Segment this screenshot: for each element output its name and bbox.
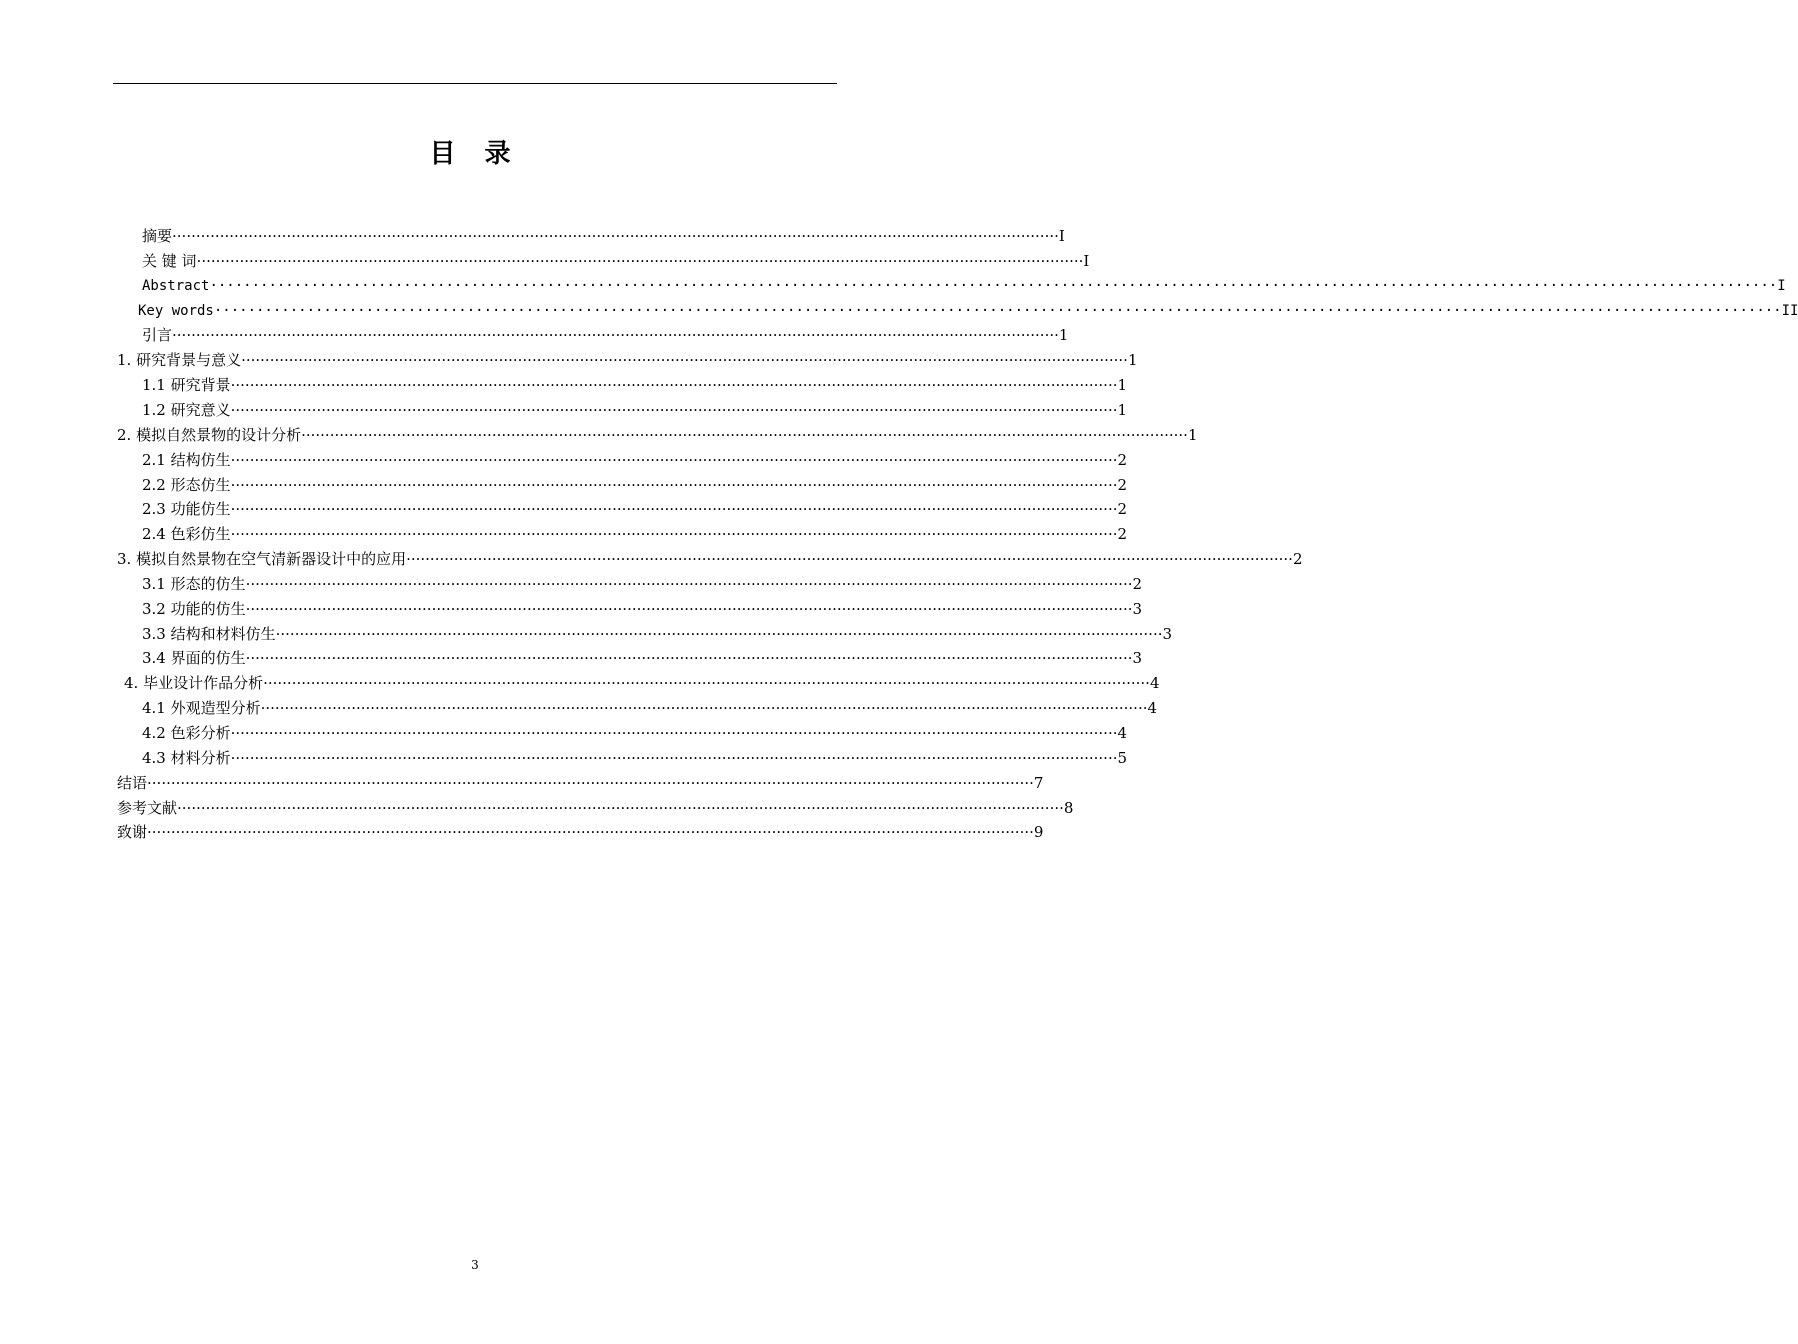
- toc-entry[interactable]: [142, 398, 1128, 422]
- toc-entry[interactable]: [142, 696, 1158, 720]
- toc-entry[interactable]: [142, 473, 1128, 497]
- toc-leader: ··························································································································································································: [245, 649, 1133, 668]
- toc-entry[interactable]: [142, 622, 1173, 646]
- toc-entry-page: 2: [1292, 550, 1303, 569]
- toc-entry-page: 9: [1033, 823, 1044, 842]
- toc-entry-label: 2.3 功能仿生: [142, 500, 231, 519]
- toc-leader: ··························································································································································································: [260, 699, 1148, 718]
- toc-leader: ··························································································································································································: [230, 400, 1118, 419]
- toc-title: 目 录: [429, 139, 521, 169]
- toc-entry[interactable]: [117, 423, 1198, 447]
- toc-leader: ··························································································································································································: [147, 823, 1034, 842]
- toc-leader: ··························································································································································································: [245, 599, 1133, 618]
- header-rule: [113, 83, 837, 84]
- toc-leader: ··························································································································································································: [209, 277, 1778, 294]
- toc-entry-page: 8: [1063, 798, 1074, 817]
- toc-entry[interactable]: [142, 448, 1128, 472]
- toc-entry-label: 2.1 结构仿生: [142, 450, 231, 469]
- toc-entry-page: 4: [1147, 699, 1158, 718]
- toc-entry[interactable]: [142, 572, 1143, 596]
- toc-entry-label: 3.2 功能的仿生: [142, 599, 246, 618]
- toc-leader: ··························································································································································································: [172, 227, 1059, 245]
- toc-leader: ··························································································································································································: [275, 624, 1163, 643]
- toc-entry-page: 2: [1132, 574, 1143, 593]
- toc-entry-label: 4.2 色彩分析: [142, 724, 231, 742]
- toc-entry-label: Key words: [138, 302, 214, 319]
- toc-leader: ··························································································································································································: [230, 475, 1118, 494]
- toc-entry-label: 1.1 研究背景: [142, 376, 231, 395]
- toc-entry-label: 3.4 界面的仿生: [142, 649, 246, 668]
- toc-leader: ··························································································································································································: [263, 674, 1150, 693]
- toc-entry[interactable]: [142, 274, 1786, 298]
- toc-entry-label: 结语: [117, 773, 148, 792]
- toc-entry-page: 4: [1117, 724, 1128, 742]
- toc-entry[interactable]: [142, 373, 1128, 397]
- toc-leader: ··························································································································································································: [172, 326, 1059, 345]
- toc-entry-page: I: [1058, 227, 1065, 245]
- toc-entry-label: 3.3 结构和材料仿生: [142, 624, 276, 643]
- toc-entry[interactable]: [117, 820, 1044, 844]
- toc-entry[interactable]: [142, 746, 1128, 770]
- toc-entry-label: 关 键 词: [142, 251, 197, 270]
- toc-leader: ··························································································································································································: [147, 773, 1034, 792]
- toc-leader: ··························································································································································································: [230, 748, 1118, 767]
- toc-entry[interactable]: [138, 299, 1798, 323]
- toc-entry[interactable]: [117, 796, 1074, 820]
- toc-leader: ··························································································································································································: [301, 425, 1188, 444]
- toc-leader: ··························································································································································································: [230, 724, 1118, 742]
- toc-entry[interactable]: [142, 249, 1090, 273]
- toc-entry[interactable]: [117, 547, 1303, 571]
- toc-entry[interactable]: [142, 522, 1128, 546]
- toc-leader: ··························································································································································································: [241, 351, 1128, 370]
- toc-entry[interactable]: [142, 646, 1143, 670]
- toc-entry-label: 致谢: [117, 823, 148, 842]
- toc-leader: ··························································································································································································: [230, 450, 1118, 469]
- toc-entry-label: 4. 毕业设计作品分析: [124, 674, 264, 693]
- toc-entry-page: 2: [1117, 450, 1128, 469]
- toc-entry-page: 3: [1162, 624, 1173, 643]
- toc-entry-label: 3. 模拟自然景物在空气清新器设计中的应用: [117, 550, 407, 569]
- toc-entry-page: 1: [1187, 425, 1198, 444]
- toc-entry[interactable]: [142, 224, 1065, 248]
- toc-entry-page: 2: [1117, 525, 1128, 544]
- toc-entry-label: 3.1 形态的仿生: [142, 574, 246, 593]
- toc-entry-label: Abstract: [142, 277, 210, 294]
- toc-entry-label: 4.1 外观造型分析: [142, 699, 261, 718]
- toc-leader: ··························································································································································································: [213, 302, 1782, 319]
- toc-entry[interactable]: [142, 323, 1069, 347]
- toc-entry[interactable]: [124, 671, 1160, 695]
- toc-entry-page: 3: [1132, 599, 1143, 618]
- toc-entry-page: II: [1781, 302, 1798, 319]
- toc-leader: ··························································································································································································: [406, 550, 1293, 569]
- toc-leader: ··························································································································································································: [230, 376, 1118, 395]
- toc-entry-label: 2. 模拟自然景物的设计分析: [117, 425, 302, 444]
- toc-entry-page: 1: [1058, 326, 1069, 345]
- toc-entry-page: I: [1083, 251, 1090, 270]
- toc-entry-page: 3: [1132, 649, 1143, 668]
- toc-entry-label: 摘要: [142, 227, 173, 245]
- toc-entry-label: 参考文献: [117, 798, 178, 817]
- toc-entry[interactable]: [142, 721, 1128, 745]
- toc-entry-page: 2: [1117, 500, 1128, 519]
- toc-entry-page: 2: [1117, 475, 1128, 494]
- toc-leader: ··························································································································································································: [230, 525, 1118, 544]
- toc-entry-label: 2.2 形态仿生: [142, 475, 231, 494]
- toc-leader: ··························································································································································································: [245, 574, 1133, 593]
- toc-leader: ··························································································································································································: [177, 798, 1064, 817]
- toc-entry-page: 1: [1117, 376, 1128, 395]
- toc-entry[interactable]: [142, 597, 1143, 621]
- page-number: 3: [471, 1258, 479, 1272]
- toc-leader: ··························································································································································································: [230, 500, 1118, 519]
- toc-entry-page: 5: [1117, 748, 1128, 767]
- toc-entry-label: 4.3 材料分析: [142, 748, 231, 767]
- toc-entry-label: 1. 研究背景与意义: [117, 351, 242, 370]
- toc-entry-label: 2.4 色彩仿生: [142, 525, 231, 544]
- toc-entry-page: 1: [1117, 400, 1128, 419]
- toc-entry[interactable]: [117, 348, 1138, 372]
- toc-entry-page: 4: [1149, 674, 1160, 693]
- toc-entry-page: 7: [1033, 773, 1044, 792]
- toc-leader: ··························································································································································································: [196, 251, 1084, 270]
- toc-entry-page: I: [1777, 277, 1786, 294]
- toc-entry-label: 引言: [142, 326, 173, 345]
- toc-entry[interactable]: [142, 497, 1128, 521]
- toc-entry[interactable]: [117, 771, 1044, 795]
- toc-entry-label: 1.2 研究意义: [142, 400, 231, 419]
- toc-entry-page: 1: [1127, 351, 1138, 370]
